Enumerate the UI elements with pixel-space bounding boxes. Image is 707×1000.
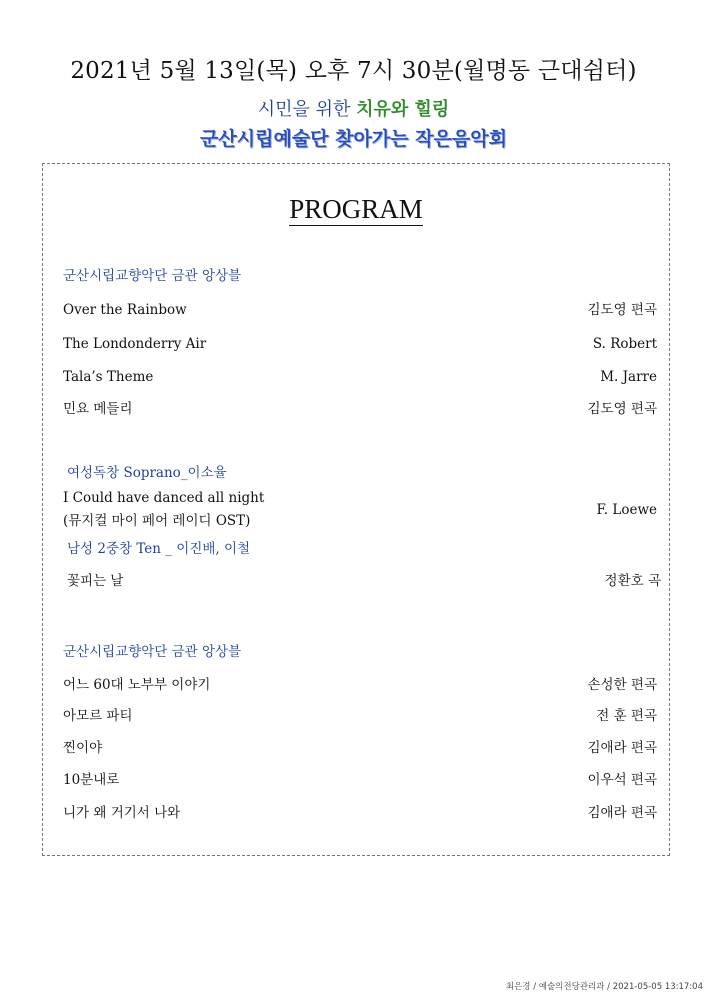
- piece-title: 꽃피는 날: [67, 573, 124, 589]
- subtitle-accent: 치유와 힐링: [356, 99, 450, 120]
- event-date-line: 2021년 5월 13일(목) 오후 7시 30분(월명동 근대쉼터): [70, 58, 637, 84]
- piece-subtitle: (뮤지컬 마이 페어 레이디 OST): [63, 513, 251, 529]
- piece-title: Over the Rainbow: [63, 302, 187, 318]
- piece-credit: F. Loewe: [596, 502, 657, 518]
- piece-credit: 정환호 곡: [604, 573, 661, 589]
- solo-label: 여성독창 Soprano_이소율: [67, 465, 227, 481]
- piece-credit: 김도영 편곡: [587, 302, 657, 318]
- piece-title: 어느 60대 노부부 이야기: [63, 677, 211, 693]
- subtitle-prefix: 시민을 위한: [257, 99, 351, 120]
- piece-credit: 손성한 편곡: [587, 677, 657, 693]
- piece-title: I Could have danced all night: [63, 490, 265, 506]
- piece-title: 찐이야: [63, 740, 103, 756]
- duet-label: 남성 2중창 Ten _ 이진배, 이철: [67, 541, 251, 557]
- piece-title: 아모르 파티: [63, 708, 133, 724]
- piece-title: Tala’s Theme: [63, 369, 154, 385]
- piece-credit: 김도영 편곡: [587, 401, 657, 417]
- section2-label: 군산시립교향악단 금관 앙상블: [63, 644, 242, 660]
- org-title: 군산시립예술단 찾아가는 작은음악회: [200, 128, 507, 150]
- piece-credit: S. Robert: [592, 336, 657, 352]
- piece-credit: 이우석 편곡: [587, 772, 657, 788]
- piece-title: The Londonderry Air: [63, 336, 207, 352]
- piece-credit: 김애라 편곡: [587, 740, 657, 756]
- piece-title: 민요 메들리: [63, 401, 133, 417]
- piece-credit: 김애라 편곡: [587, 805, 657, 821]
- section1-label: 군산시립교향악단 금관 앙상블: [63, 268, 242, 284]
- program-box: [42, 163, 670, 856]
- subtitle: [0, 95, 707, 121]
- program-title: PROGRAM: [289, 194, 423, 224]
- piece-title: 니가 왜 거기서 나와: [63, 805, 181, 821]
- footer-stamp: 최은경 / 예술의전당관리과 / 2021-05-05 13:17:04: [505, 982, 703, 992]
- piece-title: 10분내로: [63, 772, 120, 788]
- piece-credit: M. Jarre: [600, 369, 657, 385]
- piece-credit: 전 훈 편곡: [596, 708, 657, 724]
